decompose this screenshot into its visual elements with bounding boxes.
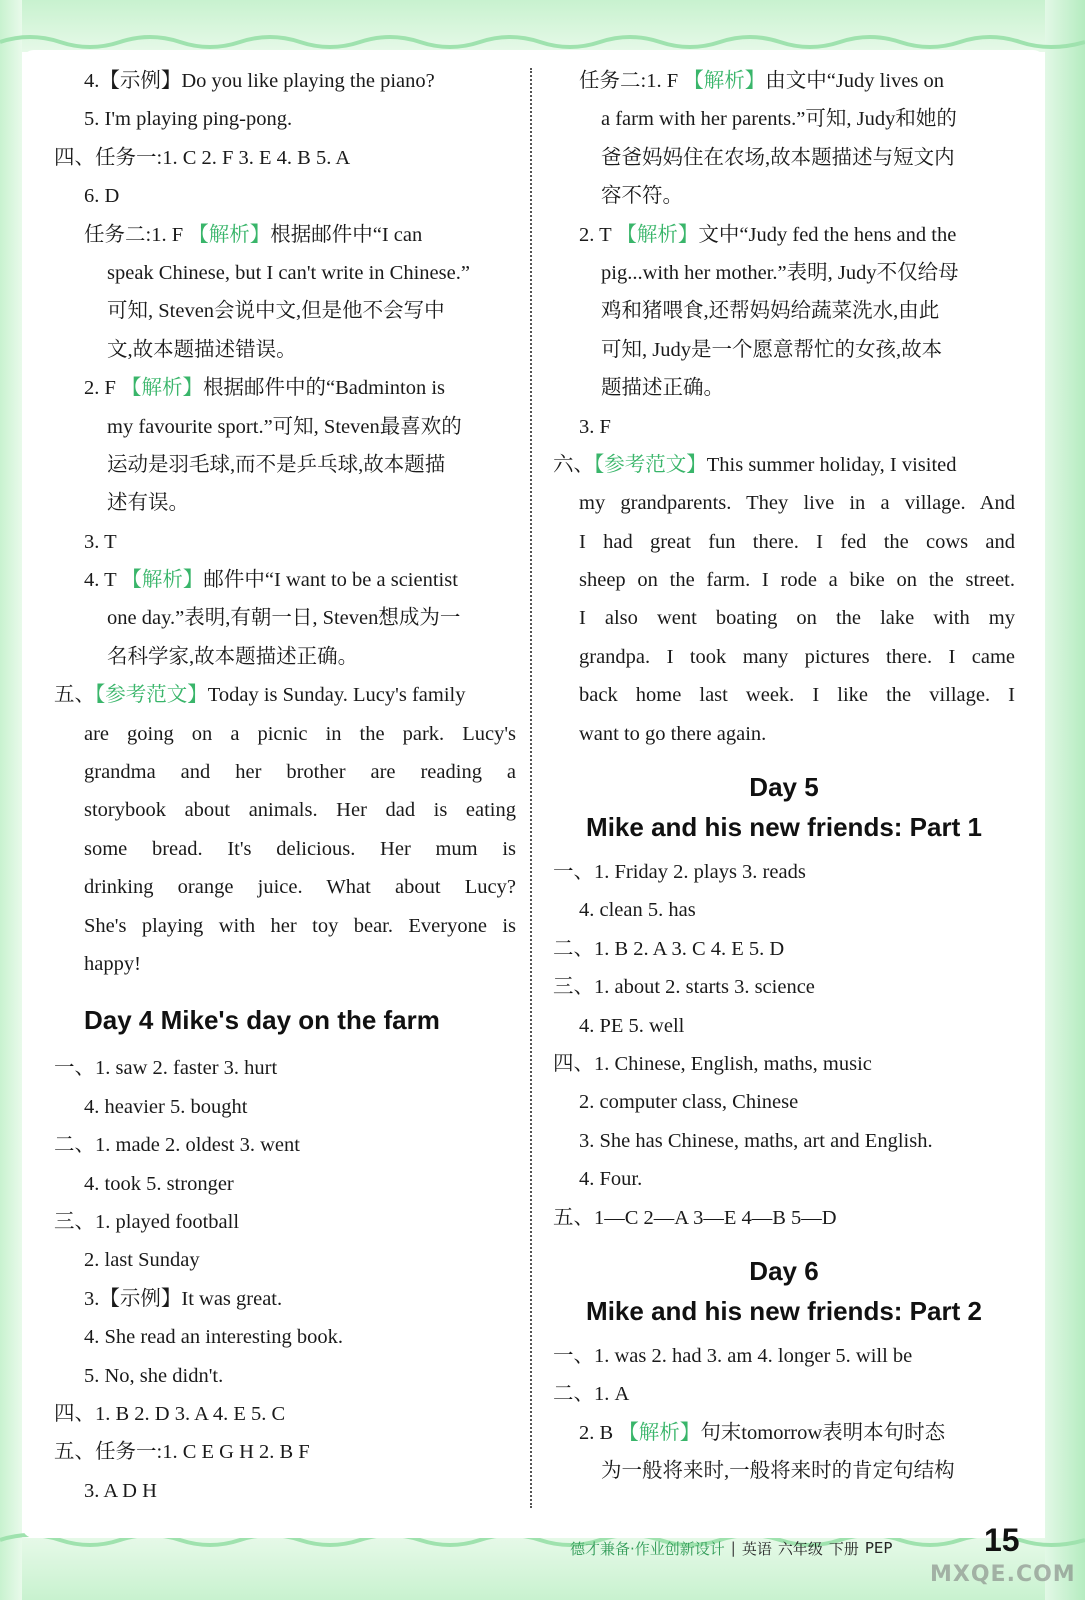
answer-line: 述有误。 (107, 492, 189, 515)
answer-line: my favourite sport.”可知, Steven最喜欢的 (107, 415, 462, 438)
answer-prefix: 2. T (579, 223, 617, 246)
answer-line: 容不符。 (601, 185, 683, 208)
day5-title: Day 5 (749, 772, 819, 803)
page-number: 15 (984, 1522, 1020, 1558)
answer-line: 爸爸妈妈住在农场,故本题描述与短文内 (601, 146, 955, 169)
footer-edition: PEP (864, 1539, 893, 1557)
wave-top (0, 30, 1085, 52)
answer-line: 三、1. about 2. starts 3. science (553, 976, 815, 999)
decorative-border-left (0, 0, 22, 1600)
answer-line: pig...with her mother.”表明, Judy不仅给母 (601, 261, 959, 284)
day4-heading: Day 4 Mike's day on the farm (84, 1005, 440, 1036)
footer-brand: 德才兼备·作业创新设计 (570, 1539, 725, 1558)
answer-prefix: 2. B (579, 1421, 619, 1444)
column-divider (530, 68, 532, 1508)
answer-line: 4. Four. (579, 1168, 643, 1191)
answer-line: 3.【示例】It was great. (84, 1287, 283, 1310)
answer-line (54, 216, 516, 254)
answer-line: 名科学家,故本题描述正确。 (107, 645, 359, 668)
answer-prefix: 五、 (54, 684, 95, 707)
essay-line: grandpa. I took many pictures there. I came (579, 645, 1015, 668)
answer-line: 3. A D H (84, 1479, 157, 1502)
reference-essay-tag: 【参考范文】 (95, 684, 208, 707)
essay-line: drinking orange juice. What about Lucy? (84, 876, 516, 899)
answer-line: 二、1. B 2. A 3. C 4. E 5. D (553, 937, 785, 960)
essay-line: my grandparents. They live in a village. And (579, 492, 1015, 515)
analysis-tag: 【解析】 (188, 223, 271, 246)
answer-line: 四、1. Chinese, English, maths, music (553, 1052, 872, 1075)
essay-line: I had great fun there. I fed the cows and (579, 530, 1015, 553)
answer-line: a farm with her parents.”可知, Judy和她的 (601, 108, 957, 131)
answer-text: 句末tomorrow表明本句时态 (700, 1421, 946, 1444)
answer-line: 三、1. played football (54, 1210, 240, 1233)
answer-line: 四、1. B 2. D 3. A 4. E 5. C (54, 1402, 286, 1425)
analysis-tag: 【解析】 (121, 377, 204, 400)
answer-line (553, 216, 1015, 254)
answer-line: 5. I'm playing ping-pong. (84, 108, 293, 131)
essay-line: happy! (84, 952, 141, 975)
answer-line: 可知, Judy是一个愿意帮忙的女孩,故本 (601, 338, 943, 361)
answer-line: 一、1. was 2. had 3. am 4. longer 5. will be (553, 1344, 913, 1367)
answer-prefix: 任务二:1. F (84, 223, 189, 246)
answer-line: 文,故本题描述错误。 (107, 338, 297, 361)
essay-line: some bread. It's delicious. Her mum is (84, 837, 516, 860)
day6-subtitle: Mike and his new friends: Part 2 (586, 1295, 982, 1326)
essay-line: sheep on the farm. I rode a bike on the street. (579, 569, 1015, 592)
answer-line: 运动是羽毛球,而不是乒乓球,故本题描 (107, 453, 446, 476)
answer-prefix: 4. T (84, 569, 122, 592)
answer-line: 一、1. Friday 2. plays 3. reads (553, 861, 806, 884)
answer-line: 二、1. made 2. oldest 3. went (54, 1134, 300, 1157)
answer-line: 2. computer class, Chinese (579, 1091, 799, 1114)
answer-prefix: 2. F (84, 377, 122, 400)
essay-line: are going on a picnic in the park. Lucy's (84, 722, 516, 745)
watermark: MXQE.COM (930, 1562, 1076, 1587)
day6-title: Day 6 (749, 1255, 819, 1286)
answer-line: 3. She has Chinese, maths, art and English. (579, 1129, 933, 1152)
answer-line: speak Chinese, but I can't write in Chinese.” (107, 261, 470, 284)
answer-line: 4.【示例】Do you like playing the piano? (84, 70, 435, 92)
answer-text: 根据邮件中“I can (270, 223, 423, 246)
answer-text: 邮件中“I want to be a scientist (203, 569, 458, 592)
day5-subtitle: Mike and his new friends: Part 1 (586, 812, 982, 843)
answer-line: 5. No, she didn't. (84, 1364, 224, 1387)
left-column (54, 62, 516, 1510)
reference-essay-tag: 【参考范文】 (594, 453, 707, 476)
answer-line: one day.”表明,有朝一日, Steven想成为一 (107, 607, 461, 630)
answer-line (553, 62, 1015, 100)
answer-line: 4. She read an interesting book. (84, 1326, 344, 1349)
answer-line: 3. F (579, 415, 611, 438)
footer-subject: 英语 (741, 1539, 772, 1558)
answer-line (54, 561, 516, 599)
right-column (553, 62, 1015, 1491)
answer-line: 4. PE 5. well (579, 1014, 685, 1037)
answer-line (54, 676, 516, 714)
essay-line: grandma and her brother are reading a (84, 761, 516, 784)
answer-prefix: 任务二:1. F (579, 70, 684, 92)
essay-line: want to go there again. (579, 722, 767, 745)
answer-line: 四、任务一:1. C 2. F 3. E 4. B 5. A (54, 146, 351, 169)
answer-line: 4. took 5. stronger (84, 1172, 234, 1195)
answer-line: 一、1. saw 2. faster 3. hurt (54, 1057, 278, 1080)
answer-prefix: 六、 (553, 453, 594, 476)
answer-line: 6. D (84, 185, 120, 208)
answer-text: This summer holiday, I visited (706, 453, 957, 476)
footer-grade: 六年级 (777, 1539, 823, 1558)
analysis-tag: 【解析】 (618, 1421, 701, 1444)
essay-line: back home last week. I like the village. I (579, 684, 1015, 707)
footer-separator: | (730, 1539, 736, 1557)
answer-line: 2. last Sunday (84, 1249, 200, 1272)
analysis-tag: 【解析】 (683, 70, 766, 92)
answer-text: Today is Sunday. Lucy's family (207, 684, 466, 707)
answer-line: 4. clean 5. has (579, 899, 696, 922)
answer-text: 文中“Judy fed the hens and the (698, 223, 957, 246)
answer-line: 二、1. A (553, 1383, 630, 1406)
answer-text: 由文中“Judy lives on (765, 70, 945, 92)
answer-line: 可知, Steven会说中文,但是他不会写中 (107, 300, 445, 323)
answer-line: 3. T (84, 530, 117, 553)
answer-line: 五、1—C 2—A 3—E 4—B 5—D (553, 1206, 837, 1229)
answer-line: 为一般将来时,一般将来时的肯定句结构 (601, 1460, 955, 1483)
essay-line: I also went boating on the lake with my (579, 607, 1015, 630)
essay-line: storybook about animals. Her dad is eating (84, 799, 516, 822)
analysis-tag: 【解析】 (121, 569, 204, 592)
answer-line (553, 446, 1015, 484)
answer-line: 五、任务一:1. C E G H 2. B F (54, 1441, 310, 1464)
essay-line: She's playing with her toy bear. Everyone is (84, 914, 516, 937)
answer-line: 4. heavier 5. bought (84, 1095, 248, 1118)
answer-line (54, 369, 516, 407)
page-footer (570, 1533, 892, 1563)
answer-text: 根据邮件中的“Badminton is (203, 377, 446, 400)
answer-line: 题描述正确。 (601, 377, 724, 400)
analysis-tag: 【解析】 (616, 223, 699, 246)
answer-line: 鸡和猪喂食,还帮妈妈给蔬菜洗水,由此 (601, 300, 940, 323)
decorative-border-right (1045, 0, 1085, 1600)
footer-term: 下册 (828, 1539, 859, 1558)
answer-line (553, 1414, 1015, 1452)
